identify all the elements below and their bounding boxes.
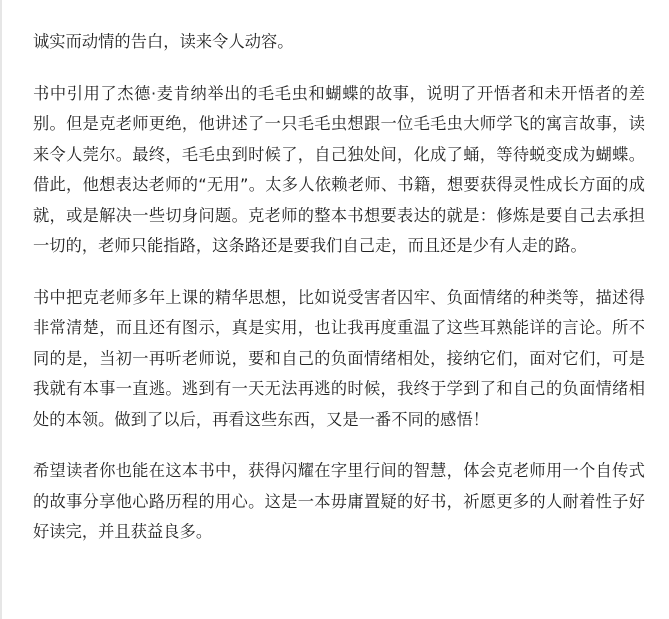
left-border: [0, 0, 2, 619]
paragraph-4: 希望读者你也能在这本书中，获得闪耀在字里行间的智慧，体会克老师用一个自传式的故事分享他心路历程的用心。这是一本毋庸置疑的好书，祈愿更多的人耐着性子好好读完，并且获益良多。: [33, 461, 645, 541]
paragraph-1: 诚实而动情的告白，读来令人动容。: [33, 32, 294, 51]
article-body: [33, 27, 645, 569]
paragraph-2: 书中引用了杰德·麦肯纳举出的毛毛虫和蝴蝶的故事，说明了开悟者和未开悟者的差别。但是克老师更绝，他讲述了一只毛毛虫想跟一位毛毛虫大师学飞的寓言故事，读来令人莞尔。最终，毛毛虫到时候了，自己独处间，化成了蛹，等待蜕变成为蝴蝶。借此，他想表达老师的“无用”。太多人依赖老师、书籍，想要获得灵性成长方面的成就，或是解决一些切身问题。克老师的整本书想要表达的就是：修炼是要自己去承担一切的，老师只能指路，这条路还是要我们自己走，而且还是少有人走的路。: [33, 83, 645, 255]
paragraph-3: 书中把克老师多年上课的精华思想，比如说受害者囚牢、负面情绪的种类等，描述得非常清楚，而且还有图示，真是实用，也让我再度重温了这些耳熟能详的言论。所不同的是，当初一再听老师说，要和自己的负面情绪相处，接纳它们，面对它们，可是我就有本事一直逃。逃到有一天无法再逃的时候，我终于学到了和自己的负面情绪相处的本领。做到了以后，再看这些东西，又是一番不同的感悟！: [33, 287, 645, 429]
